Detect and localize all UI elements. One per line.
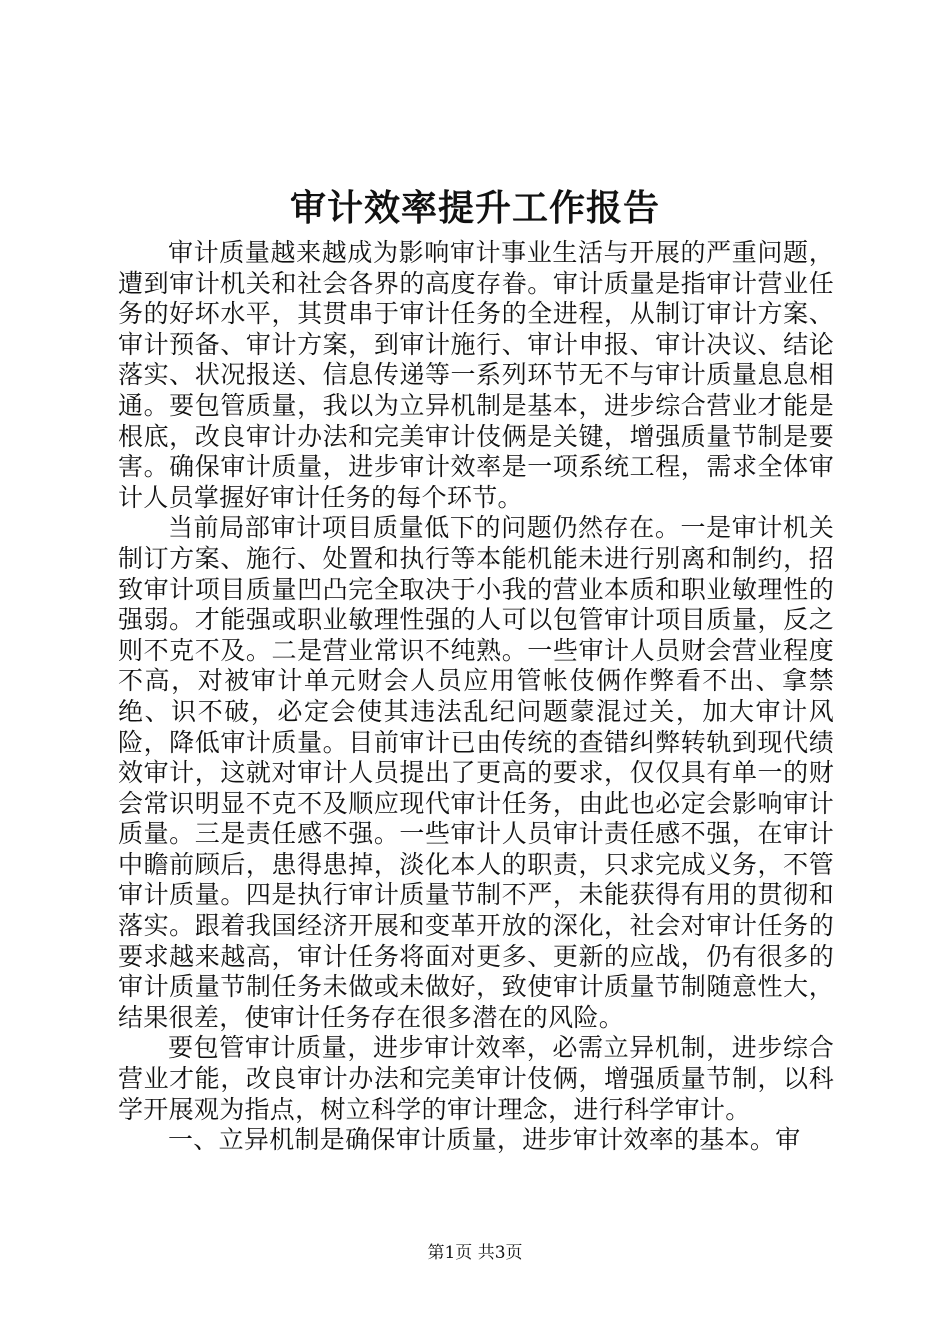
body-text — [118, 238, 834, 1156]
paragraph-1: 审计质量越来越成为影响审计事业生活与开展的严重问题，遭到审计机关和社会各界的高度存眷。审计质量是指审计营业任务的好坏水平，其贯串于审计任务的全进程，从制订审计方案、审计预备、审计方案，到审计施行、审计申报、审计决议、结论落实、状况报送、信息传递等一系列环节无不与审计质量息息相通。要包管质量，我以为立异机制是基本，进步综合营业才能是根底，改良审计办法和完美审计伎俩是关键，增强质量节制是要害。确保审计质量，进步审计效率是一项系统工程，需求全体审计人员掌握好审计任务的每个环节。 — [118, 238, 834, 512]
paragraph-2: 当前局部审计项目质量低下的问题仍然存在。一是审计机关制订方案、施行、处置和执行等本能机能未进行别离和制约，招致审计项目质量凹凸完全取决于小我的营业本质和职业敏理性的强弱。才能强或职业敏理性强的人可以包管审计项目质量，反之则不克不及。二是营业常识不纯熟。一些审计人员财会营业程度不高，对被审计单元财会人员应用管帐伎俩作弊看不出、拿禁绝、识不破，必定会使其违法乱纪问题蒙混过关，加大审计风险，降低审计质量。目前审计已由传统的查错纠弊转轨到现代绩效审计，这就对审计人员提出了更高的要求，仅仅具有单一的财会常识明显不克不及顺应现代审计任务，由此也必定会影响审计质量。三是责任感不强。一些审计人员审计责任感不强，在审计中瞻前顾后，患得患掉，淡化本人的职责，只求完成义务，不管审计质量。四是执行审计质量节制不严，未能获得有用的贯彻和落实。跟着我国经济开展和变革开放的深化，社会对审计任务的要求越来越高，审计任务将面对更多、更新的应战，仍有很多的审计质量节制任务未做或未做好，致使审计质量节制随意性大，结果很差，使审计任务存在很多潜在的风险。 — [118, 513, 834, 1032]
page-title: 审计效率提升工作报告 — [289, 187, 660, 229]
page-number-footer: 第1页 共3页 — [427, 1243, 523, 1263]
paragraph-3: 要包管审计质量，进步审计效率，必需立异机制，进步综合营业才能，改良审计办法和完美审计伎俩，增强质量节制，以科学开展观为指点，树立科学的审计理念，进行科学审计。 — [118, 1033, 834, 1124]
paragraph-4: 一、立异机制是确保审计质量，进步审计效率的基本。审 — [168, 1125, 801, 1155]
